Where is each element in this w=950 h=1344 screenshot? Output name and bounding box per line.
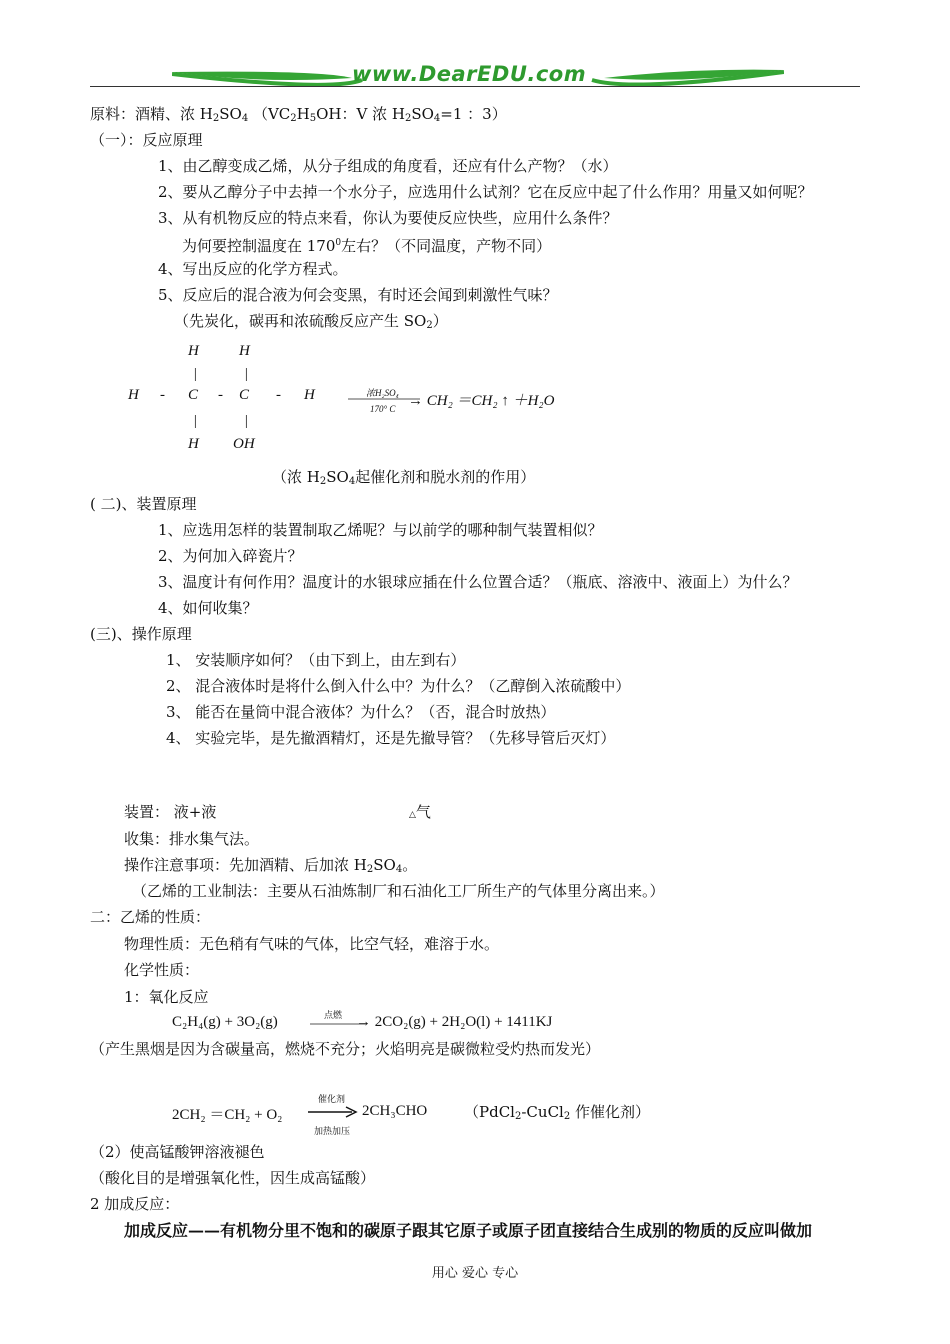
atom-h: H — [188, 436, 199, 452]
header-rule — [90, 86, 860, 87]
device-line: 装置： 液+液 — [124, 803, 217, 821]
operation-question-1: 1、 安装顺序如何？（由下到上，由左到右） — [166, 651, 466, 669]
bond: | — [193, 366, 198, 382]
smoke-explanation: （产生黑烟是因为含碳量高，燃烧不充分；火焰明亮是碳微粒受灼热而发光） — [90, 1040, 601, 1058]
combustion-condition: 点燃 — [324, 1010, 343, 1020]
catalyst-label: （PdCl$_2$-CuCl$_2$ 作催化剂） — [464, 1103, 650, 1122]
operation-question-3: 3、 能否在量筒中混合液体？为什么？（否，混合时放热） — [166, 703, 556, 721]
bond: - — [276, 387, 281, 403]
group-oh: OH — [233, 436, 255, 452]
materials-line: 原料：酒精、浓 $H_2SO_4$ （$VC_2H_5OH$：V 浓 $H_2SO_4=1$ ：3） — [90, 105, 507, 124]
page-footer: 用心 爱心 专心 — [431, 1266, 519, 1281]
question-4: 4、写出反应的化学方程式。 — [158, 260, 348, 278]
oxidation-product: 2CH₃CHO — [362, 1103, 428, 1119]
atom-h: H — [239, 343, 250, 359]
oxidation-arrow — [308, 1106, 358, 1118]
bond: - — [218, 387, 223, 403]
atom-h: H — [128, 387, 139, 403]
collect-line: 收集：排水集气法。 — [124, 830, 260, 848]
physical-properties: 物理性质：无色稍有气味的气体，比空气轻，难溶于水。 — [124, 935, 500, 953]
device-question-3: 3、温度计有何作用？温度计的水银球应插在什么位置合适？（瓶底、溶液中、液面上）为什么？ — [158, 573, 798, 591]
bond: | — [244, 366, 249, 382]
industrial-method: （乙烯的工业制法：主要从石油炼制厂和石油化工厂所生产的气体里分离出来。） — [132, 882, 665, 900]
combustion-products: → 2CO₂(g) + 2H₂O(l) + 1411KJ — [356, 1014, 553, 1030]
atom-c: C — [188, 387, 199, 403]
section-heading-3: (三)、操作原理 — [90, 625, 192, 643]
question-5-answer: （先炭化，碳再和浓硫酸反应产生 $SO_2$） — [174, 312, 448, 331]
section-heading-4: 二：乙烯的性质： — [90, 908, 211, 926]
oxidation-equation-left: 2CH₂ ＝CH₂ + O₂ — [172, 1107, 283, 1123]
addition-heading: 2 加成反应： — [90, 1195, 180, 1213]
reaction-condition-temp: 170° C — [370, 404, 396, 414]
question-2: 2、要从乙醇分子中去掉一个水分子，应选用什么试剂？它在反应中起了什么作用？用量又如何呢？ — [158, 183, 813, 201]
device-question-2: 2、为何加入碎瓷片？ — [158, 547, 303, 565]
atom-h: H — [304, 387, 315, 403]
combustion-equation: C₂H₄(g) + 3O₂(g) — [172, 1014, 278, 1030]
catalyst-note: （浓 $H_2SO_4$起催化剂和脱水剂的作用） — [272, 468, 536, 487]
reaction-product: → CH₂ ＝CH₂ ↑ ＋H₂O — [408, 393, 555, 409]
operation-question-2: 2、 混合液体时是将什么倒入什么中？为什么？（乙醇倒入浓硫酸中） — [166, 677, 631, 695]
chemical-properties: 化学性质： — [124, 961, 200, 979]
oxidation-heading: 1：氧化反应 — [124, 988, 209, 1006]
permanganate-line: （2）使高锰酸钾溶液褪色 — [90, 1143, 265, 1161]
question-5: 5、反应后的混合液为何会变黑，有时还会闻到刺激性气味？ — [158, 286, 558, 304]
device-question-4: 4、如何收集？ — [158, 599, 258, 617]
device-gas: △气 — [409, 803, 431, 821]
bond: | — [193, 413, 198, 429]
bond: | — [244, 413, 249, 429]
site-logo-text[interactable]: www.DearEDU.com — [352, 62, 587, 86]
question-3-sub: 为何要控制温度在 $170^0$左右？（不同温度，产物不同） — [182, 237, 552, 255]
addition-definition: 加成反应——有机物分里不饱和的碳原子跟其它原子或原子团直接结合生成别的物质的反应叫做加 — [124, 1221, 813, 1240]
oxidation-condition-heat: 加热加压 — [314, 1126, 351, 1136]
bond: - — [160, 387, 165, 403]
oxidation-condition-catalyst: 催化剂 — [318, 1094, 346, 1104]
acidification-note: （酸化目的是增强氧化性，因生成高锰酸） — [90, 1169, 376, 1187]
operation-question-4: 4、 实验完毕，是先撤酒精灯，还是先撤导管？（先移导管后灭灯） — [166, 729, 616, 747]
reaction-condition-reagent: 浓H₂SO₄ — [366, 388, 399, 398]
device-question-1: 1、应选用怎样的装置制取乙烯呢？与以前学的哪种制气装置相似？ — [158, 521, 603, 539]
question-1: 1、由乙醇变成乙烯，从分子组成的角度看，还应有什么产物？（水） — [158, 157, 618, 175]
atom-h: H — [188, 343, 199, 359]
question-3: 3、从有机物反应的特点来看，你认为要使反应快些，应用什么条件？ — [158, 209, 618, 227]
section-heading-2: ( 二)、装置原理 — [90, 495, 197, 513]
section-heading-1: （一）：反应原理 — [90, 131, 203, 149]
operation-note: 操作注意事项：先加酒精、后加浓 $H_2SO_4$。 — [124, 856, 418, 875]
atom-c: C — [239, 387, 250, 403]
